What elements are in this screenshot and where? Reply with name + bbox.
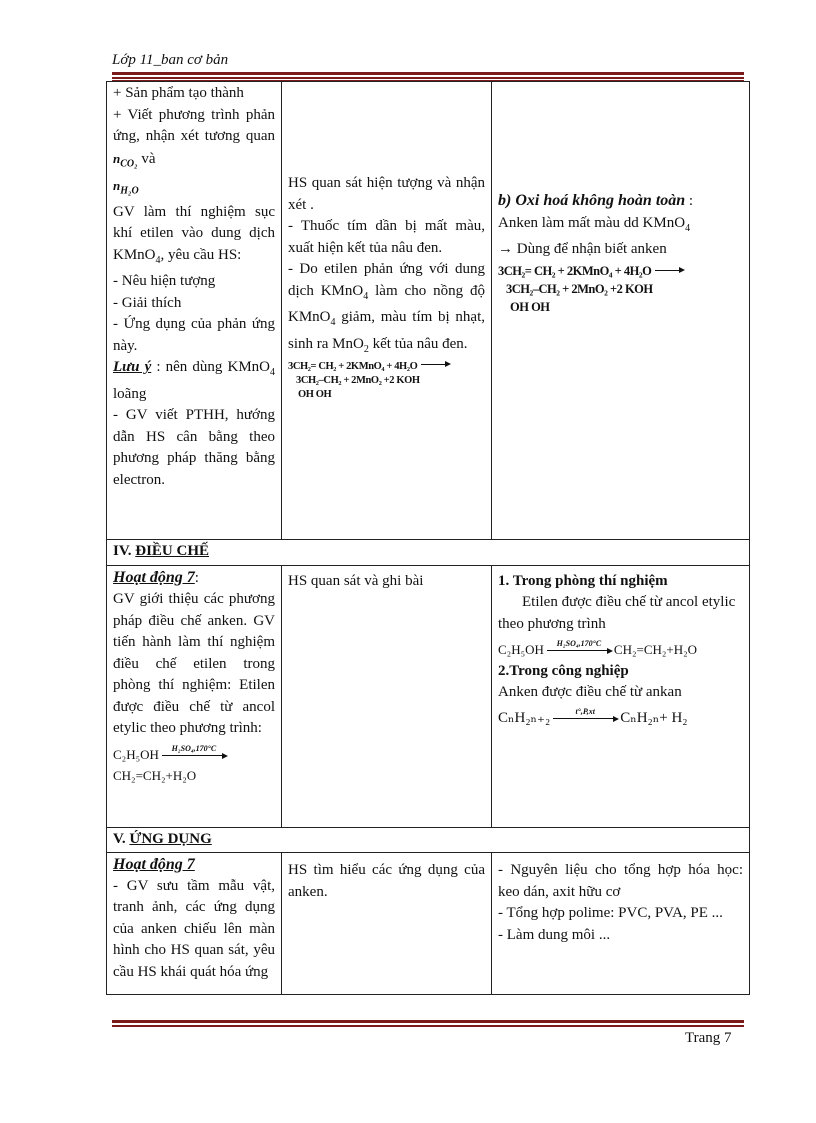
gv-line: - Nêu hiện tượng [113,273,216,290]
content-line: → Dùng để nhận biết anken [498,241,667,257]
table-row [107,82,750,540]
equation: 3CH₂–CH₂ + 2MnO₂ +2 KOH [506,281,653,296]
content-line: Etilen được điều chế từ ancol etylic theo phương trình [498,594,736,632]
equation: 3CH₂= CH₂ + 2KMnO₄ + 4H₂O [288,360,485,374]
gv-line: GV làm thí nghiệm sục khí etilen vào dung dịch KMnO$_4$, yêu cầu HS: [113,203,275,266]
content-cell [492,565,750,827]
header-rule [112,72,744,75]
content-line: - Làm dung môi ... [498,926,611,943]
section-heading-row [107,827,750,853]
teacher-activity-cell [107,82,282,540]
gv-line: - GV viết PTHH, hướng dẫn HS cân bằng theo phương pháp thăng bằng electron. [113,407,275,488]
content-heading: b) Oxi hoá không hoàn toàn : [498,192,694,209]
content-line: Anken được điều chế từ ankan [498,684,682,700]
equation: OH OH [510,299,550,314]
student-activity-cell [282,82,492,540]
gv-text: GV giới thiệu các phương pháp điều chế anken. GV tiến hành làm thí nghiệm điều chế etilen trong phòng thí nghiệm: Etilen được điều chế từ ancol etylic theo phương trình: [113,591,275,736]
activity-title: Hoạt động 7: [113,568,199,586]
gv-line: - Ứng dụng của phản ứng này. [113,316,275,354]
gv-line: - Giải thích [113,294,182,311]
content-heading: 1. Trong phòng thí nghiệm [498,572,668,589]
content-cell [492,82,750,540]
table-row [107,853,750,995]
teacher-activity-cell [107,853,282,995]
gv-line [113,175,275,202]
section-title: V. ỨNG DỤNG [107,827,750,853]
content-line: Anken làm mất màu dd KMnO$_4$ [498,214,691,234]
activity-title: Hoạt động 7 [113,856,195,873]
equation: OH OH [298,389,332,400]
reaction: C₂H₅OH H₂SO₄,170°C CH₂=CH₂+H₂O [498,639,698,657]
content-line: - Tổng hợp polime: PVC, PVA, PE ... [498,905,723,921]
gv-text: - GV sưu tầm mẫu vật, tranh ảnh, các ứng dụng của anken chiếu lên màn hình cho HS quan sát, yêu cầu HS khái quát hóa ứng [113,877,275,980]
equation: 3CH₂–CH₂ + 2MnO₂ +2 KOH [296,375,420,386]
footer-rule [112,1025,744,1027]
page-header: Lớp 11_ban cơ bản [112,52,229,68]
hs-text: HS quan sát và ghi bài [288,572,424,589]
hs-line: - Do etilen phản ứng với dung dịch KMnO$_4$ làm cho nồng độ KMnO$_4$ giảm, màu tím bị nhạt, sinh ra MnO$_2$ kết tủa nâu đen. [288,261,485,355]
student-activity-cell [282,565,492,827]
footer-rule [112,1020,744,1023]
gv-line: + Sản phẩm tạo thành [113,85,244,101]
formula-nco2: $n_{CO_2}$ [113,150,138,170]
formula-nh2o: $n_{H_2O}$ [113,177,139,197]
reaction: C₂H₅OH H₂SO₄,170°C [113,744,275,766]
lesson-table [106,81,750,995]
student-activity-cell [282,853,492,995]
header-rule [112,77,744,79]
content-cell [492,853,750,995]
content-line: - Nguyên liệu cho tổng hợp hóa học: keo dán, axit hữu cơ [498,862,743,900]
content-heading: 2.Trong công nghiệp [498,662,629,679]
gv-line: + Viết phương trình phản ứng, nhận xét tương quan $n_{CO_2}$ và [113,106,275,170]
section-heading-row [107,540,750,566]
hs-line: - Thuốc tím dần bị mất màu, xuất hiện kết tủa nâu đen. [288,218,485,256]
hs-line: HS quan sát hiện tượng và nhận xét . [288,175,485,213]
section-title: IV. ĐIỀU CHẾ [107,540,750,566]
reaction-product: CH₂=CH₂+H₂O [113,768,197,783]
teacher-activity-cell [107,565,282,827]
page-number: Trang 7 [685,1030,732,1046]
table-row [107,565,750,827]
equation: 3CH₂= CH₂ + 2KMnO₄ + 4H₂O [498,263,743,279]
gv-note: Lưu ý : nên dùng KMnO$_4$ loãng [113,359,276,402]
hs-text: HS tìm hiểu các ứng dụng của anken. [288,862,485,900]
reaction: CₙH₂ₙ₊₂ t°,P,xt CₙH₂ₙ+ H₂ [498,706,688,726]
